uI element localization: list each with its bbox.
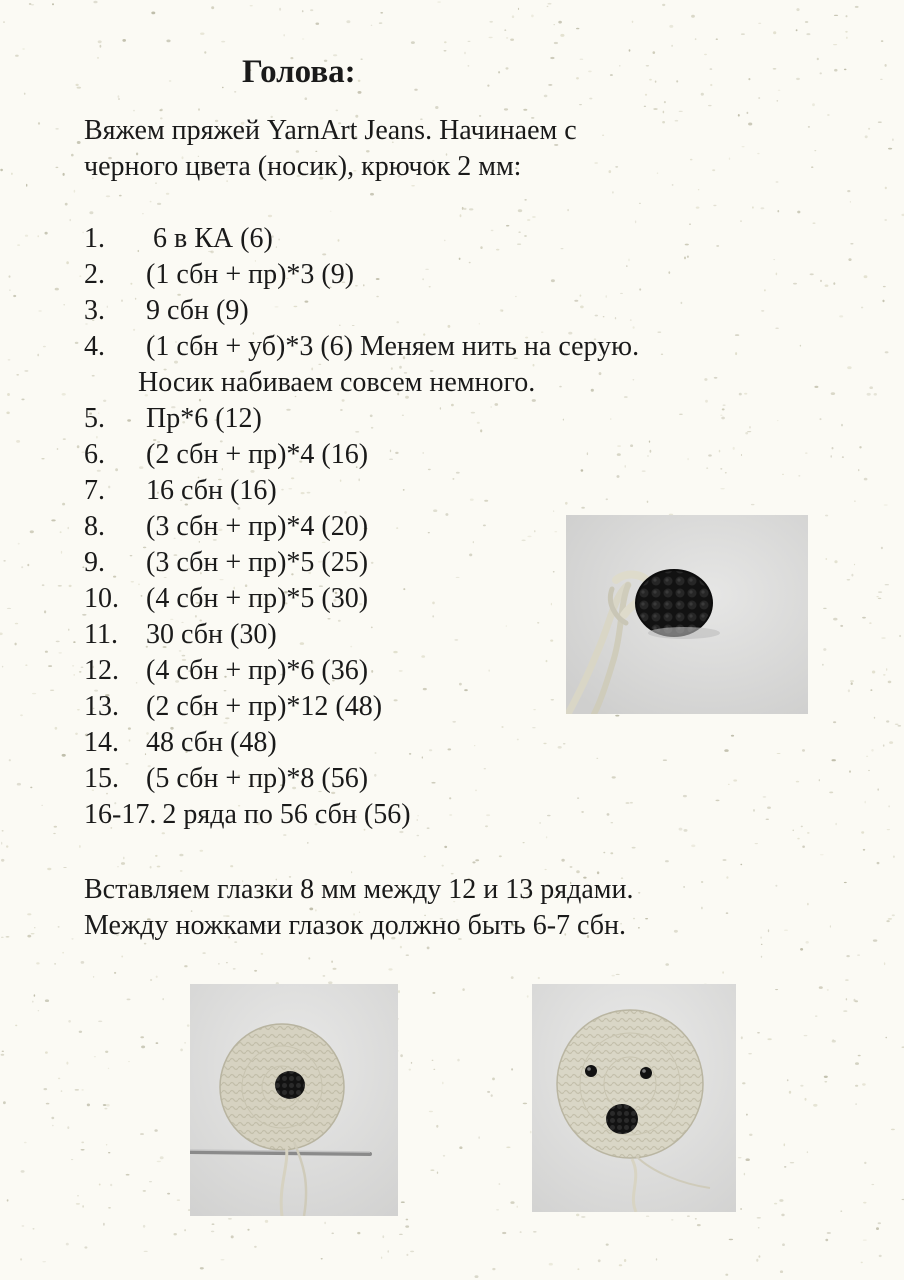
- step-text: 2 ряда по 56 сбн (56): [162, 799, 411, 830]
- note-line-1: Вставляем глазки 8 мм между 12 и 13 рядами.: [84, 874, 634, 905]
- intro-line-2: черного цвета (носик), крючок 2 мм:: [84, 151, 522, 182]
- step-number: 3.: [84, 295, 105, 326]
- step-number: 8.: [84, 511, 105, 542]
- step-number: 5.: [84, 403, 105, 434]
- step-5: [84, 401, 804, 437]
- step-6: [84, 437, 804, 473]
- step-text: (3 сбн + пр)*4 (20): [146, 511, 369, 542]
- step-number: 16-17.: [84, 799, 157, 830]
- crochet-face-illustration: [532, 984, 736, 1212]
- step-text: 16 сбн (16): [146, 475, 277, 506]
- eyes-note: [84, 872, 844, 944]
- intro-line-1: Вяжем пряжей YarnArt Jeans. Начинаем с: [84, 115, 577, 146]
- step-text: (3 сбн + пр)*5 (25): [146, 547, 369, 578]
- step-text: (5 сбн + пр)*8 (56): [146, 763, 369, 794]
- step-text: 9 сбн (9): [146, 295, 249, 326]
- step-7: [84, 473, 804, 509]
- step-1: [84, 221, 804, 257]
- face-photo: [532, 984, 736, 1212]
- step-number: 7.: [84, 475, 105, 506]
- crochet-nose-illustration: [566, 515, 808, 714]
- step-15: [84, 761, 804, 797]
- step-text: (1 сбн + пр)*3 (9): [146, 259, 355, 290]
- crochet-head-illustration: [190, 984, 398, 1216]
- head-circle-photo: [190, 984, 398, 1216]
- step-number: 11.: [84, 619, 118, 650]
- step-text: (2 сбн + пр)*4 (16): [146, 439, 369, 470]
- step-text: (4 сбн + пр)*5 (30): [146, 583, 369, 614]
- page-title: Голова:: [242, 54, 356, 90]
- step-number: 15.: [84, 763, 119, 794]
- step-number: 2.: [84, 259, 105, 290]
- step-14: [84, 725, 804, 761]
- step-4: [84, 329, 804, 401]
- step-number: 12.: [84, 655, 119, 686]
- step-number: 13.: [84, 691, 119, 722]
- step-number: 14.: [84, 727, 119, 758]
- step-2: [84, 257, 804, 293]
- note-line-2: Между ножками глазок должно быть 6-7 сбн.: [84, 910, 627, 941]
- step-text: (4 сбн + пр)*6 (36): [146, 655, 369, 686]
- intro-text: [84, 113, 804, 185]
- step-text: 30 сбн (30): [146, 619, 277, 650]
- step-text-continued: Носик набиваем совсем немного.: [138, 367, 536, 398]
- nose-photo: [566, 515, 808, 714]
- step-3: [84, 293, 804, 329]
- step-number: 4.: [84, 331, 105, 362]
- step-number: 9.: [84, 547, 105, 578]
- step-text: 6 в КА (6): [146, 223, 273, 254]
- step-text: 48 сбн (48): [146, 727, 277, 758]
- step-16-17: [84, 797, 804, 833]
- step-text: (1 сбн + уб)*3 (6) Меняем нить на серую.: [146, 331, 640, 362]
- step-text: Пр*6 (12): [146, 403, 262, 434]
- step-text: (2 сбн + пр)*12 (48): [146, 691, 383, 722]
- step-number: 1.: [84, 223, 105, 254]
- step-number: 6.: [84, 439, 105, 470]
- step-number: 10.: [84, 583, 119, 614]
